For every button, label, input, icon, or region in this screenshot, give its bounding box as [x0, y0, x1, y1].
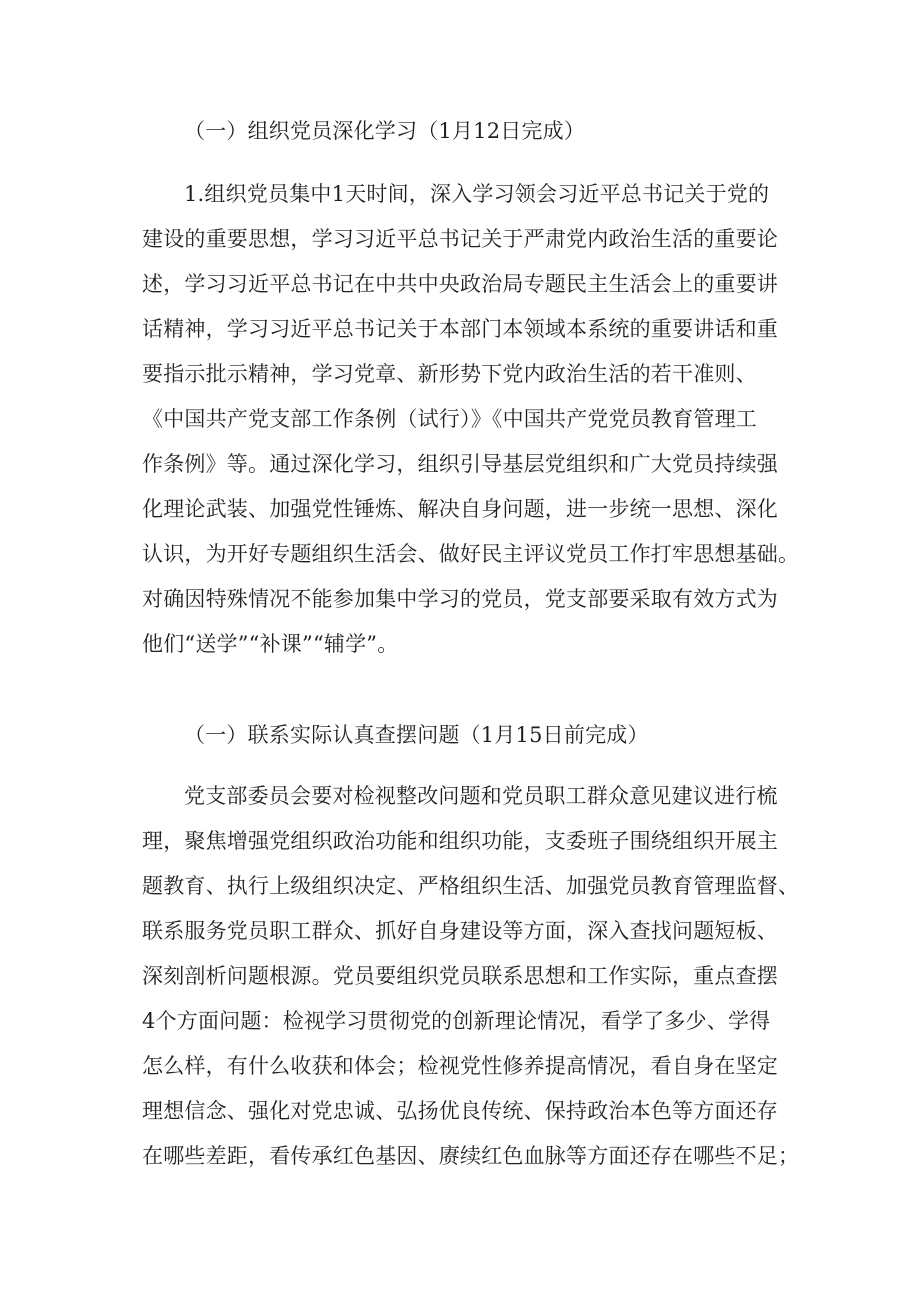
paragraph-line: 话精神，学习习近平总书记关于本部门本领域本系统的重要讲话和重 — [142, 317, 778, 341]
paragraph-line: 联系服务党员职工群众、抓好自身建设等方面，深入查找问题短板、 — [142, 919, 778, 943]
paragraph-line: 理想信念、强化对党忠诚、弘扬优良传统、保持政治本色等方面还存 — [142, 1099, 778, 1123]
section-1-paragraph — [142, 176, 800, 662]
paragraph-line: 理，聚焦增强党组织政治功能和组织功能，支委班子围绕组织开展主 — [142, 829, 778, 853]
paragraph-line: 要指示批示精神，学习党章、新形势下党内政治生活的若干准则、 — [142, 362, 757, 386]
paragraph-line: 作条例》等。通过深化学习，组织引导基层党组织和广大党员持续强 — [142, 452, 778, 476]
paragraph-line: 深刻剖析问题根源。党员要组织党员联系思想和工作实际，重点查摆 — [142, 964, 778, 988]
section-2-paragraph — [142, 778, 800, 1174]
section-1-heading: （一）组织党员深化学习（1月12日完成） — [184, 119, 586, 143]
paragraph-line: 怎么样，有什么收获和体会；检视党性修养提高情况，看自身在坚定 — [142, 1054, 778, 1078]
paragraph-line: 认识，为开好专题组织生活会、做好民主评议党员工作打牢思想基础。 — [142, 542, 800, 566]
paragraph-line: 1.组织党员集中1天时间，深入学习领会习近平总书记关于党的 — [184, 182, 770, 206]
paragraph-line: 化理论武装、加强党性锤炼、解决自身问题，进一步统一思想、深化 — [142, 497, 778, 521]
paragraph-line: 《中国共产党支部工作条例（试行）》《中国共产党党员教育管理工 — [142, 407, 757, 431]
paragraph-line: 题教育、执行上级组织决定、严格组织生活、加强党员教育管理监督、 — [142, 874, 800, 898]
paragraph-line: 4个方面问题：检视学习贯彻党的创新理论情况，看学了多少、学得 — [142, 1009, 771, 1033]
section-2-heading: （一）联系实际认真查摆问题（1月15日前完成） — [184, 723, 649, 747]
paragraph-line: 他们“送学”“补课”“辅学”。 — [142, 632, 399, 656]
paragraph-line: 在哪些差距，看传承红色基因、赓续红色血脉等方面还存在哪些不足； — [142, 1144, 800, 1168]
paragraph-line: 述，学习习近平总书记在中共中央政治局专题民主生活会上的重要讲 — [142, 272, 778, 296]
paragraph-line: 建设的重要思想，学习习近平总书记关于严肃党内政治生活的重要论 — [142, 227, 778, 251]
paragraph-line: 对确因特殊情况不能参加集中学习的党员，党支部要采取有效方式为 — [142, 587, 778, 611]
paragraph-line: 党支部委员会要对检视整改问题和党员职工群众意见建议进行梳 — [184, 784, 778, 808]
